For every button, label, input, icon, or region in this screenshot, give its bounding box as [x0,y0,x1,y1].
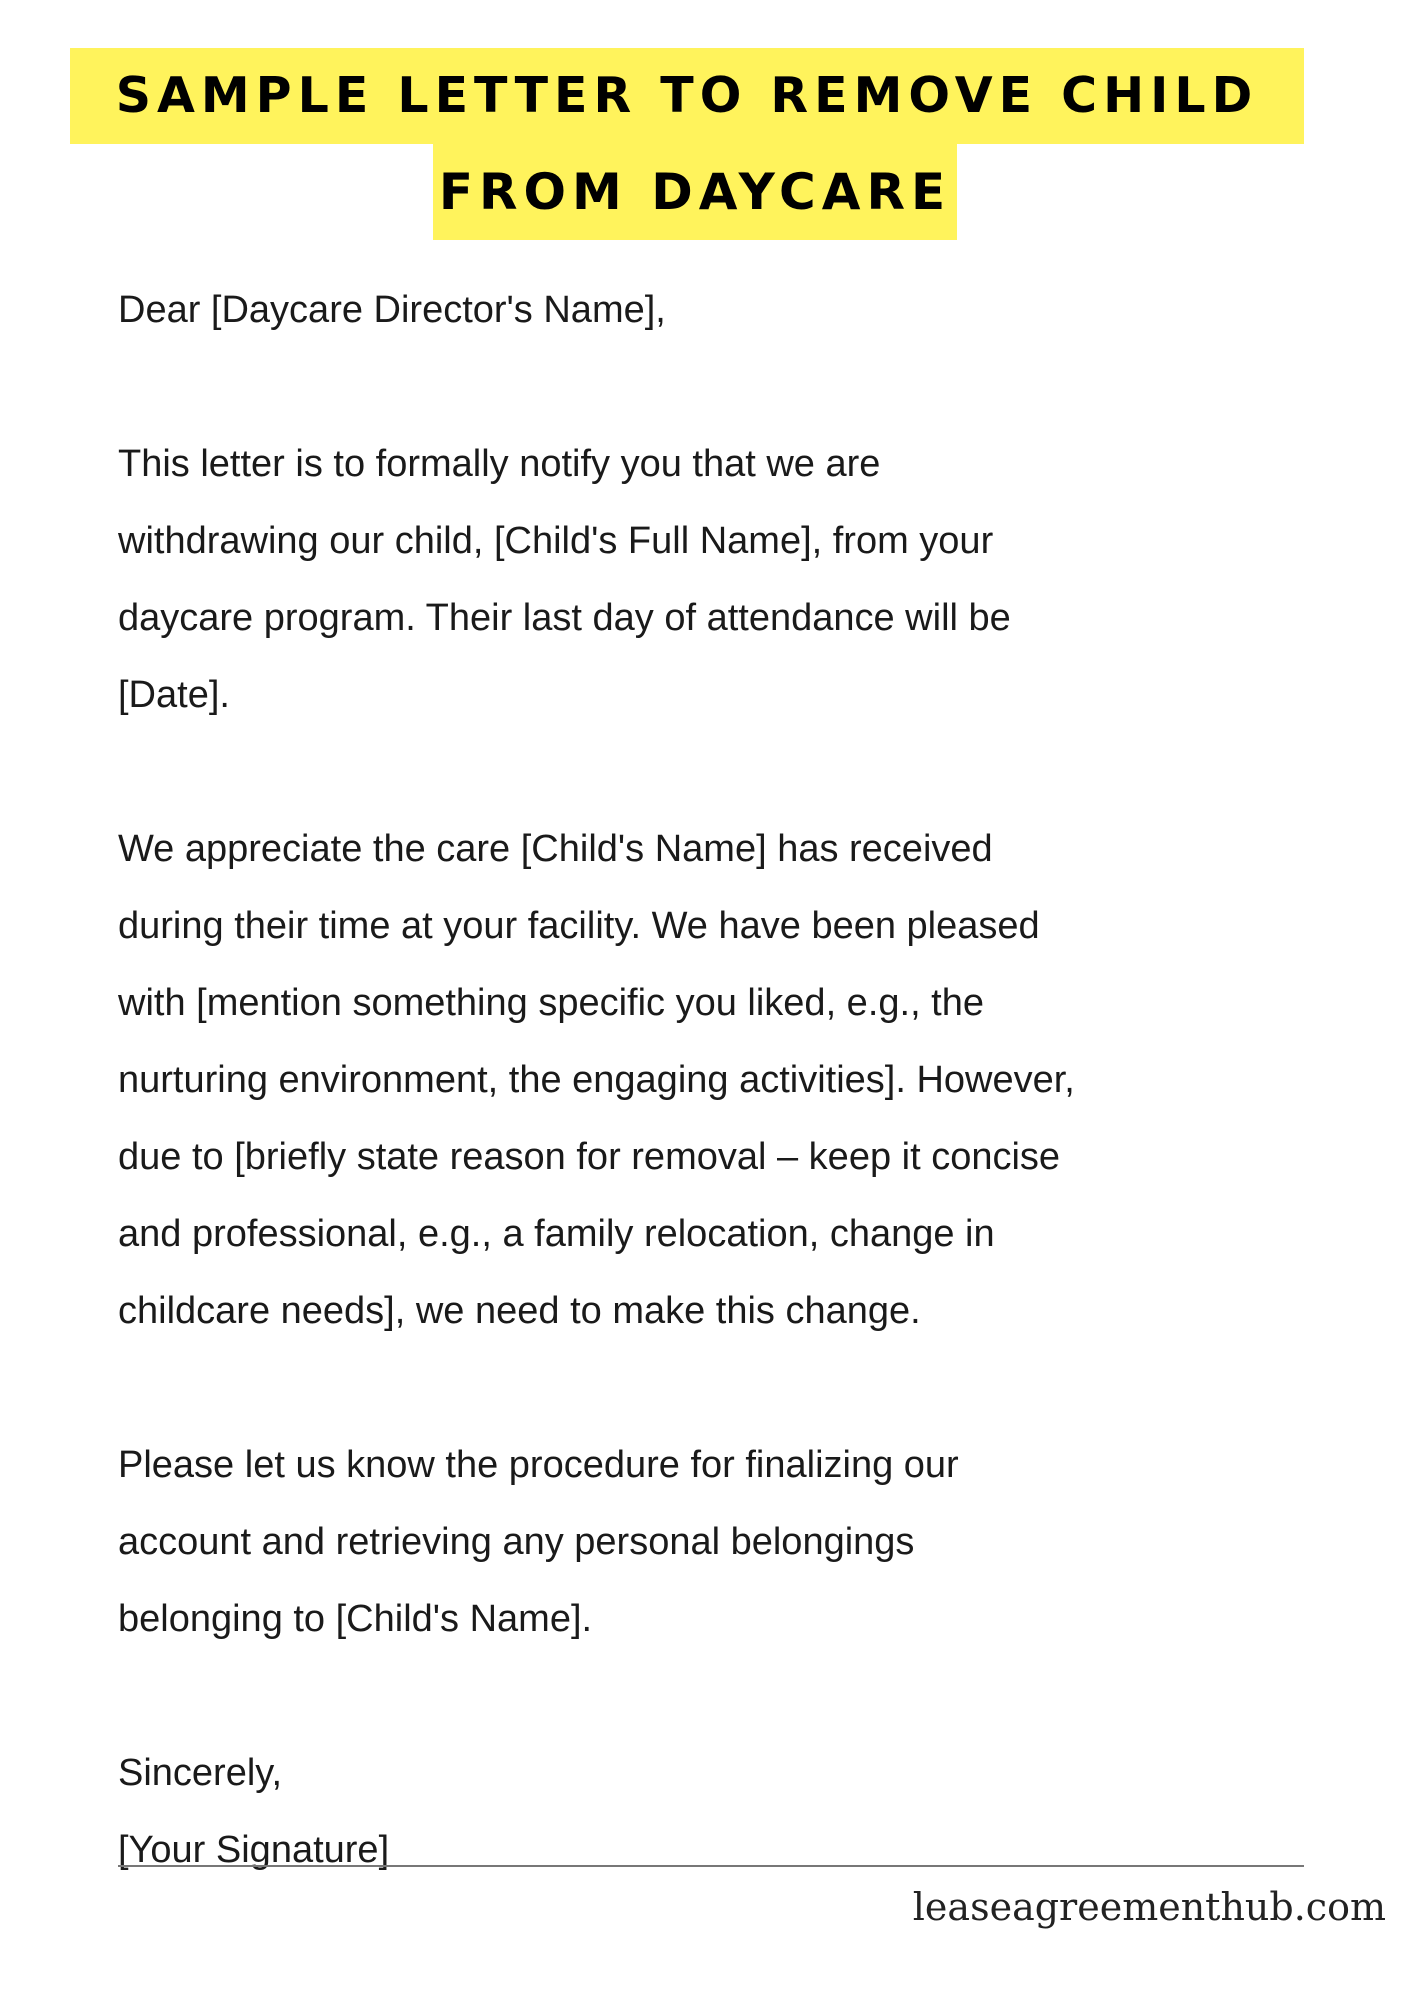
paragraph-2-line: and professional, e.g., a family relocation, change in [118,1213,995,1255]
website-footer: leaseagreementhub.com [912,1885,1386,1929]
paragraph-2-line: due to [briefly state reason for removal – keep it concise [118,1136,1061,1178]
paragraph-3-line: Please let us know the procedure for finalizing our [118,1444,959,1486]
paragraph-2-line: during their time at your facility. We have been pleased [118,905,1040,947]
salutation: Dear [Daycare Director's Name], [118,289,666,331]
closing: Sincerely, [118,1752,283,1794]
paragraph-1 [118,426,1358,734]
spacer [118,1350,1358,1427]
paragraph-3-line: account and retrieving any personal belongings [118,1521,915,1563]
paragraph-2-line: childcare needs], we need to make this change. [118,1290,921,1332]
paragraph-3 [118,1427,1358,1658]
signature-placeholder: [Your Signature] [118,1829,390,1871]
letter-body [118,272,1358,1889]
paragraph-2-line: We appreciate the care [Child's Name] has received [118,828,993,870]
title-line-2: FROM DAYCARE [433,144,957,240]
paragraph-3-line: belonging to [Child's Name]. [118,1598,593,1640]
title-line-1: SAMPLE LETTER TO REMOVE CHILD [70,48,1304,144]
paragraph-1-line: daycare program. Their last day of attendance will be [118,597,1011,639]
signature-line [118,1865,1304,1867]
spacer [118,734,1358,811]
paragraph-1-line: This letter is to formally notify you that we are [118,443,881,485]
paragraph-2 [118,811,1358,1350]
paragraph-2-line: with [mention something specific you liked, e.g., the [118,982,985,1024]
spacer [118,1658,1358,1735]
paragraph-1-line: withdrawing our child, [Child's Full Name], from your [118,520,994,562]
spacer [118,349,1358,426]
paragraph-2-line: nurturing environment, the engaging activities]. However, [118,1059,1075,1101]
document-title [0,48,1414,240]
paragraph-1-line: [Date]. [118,674,230,716]
